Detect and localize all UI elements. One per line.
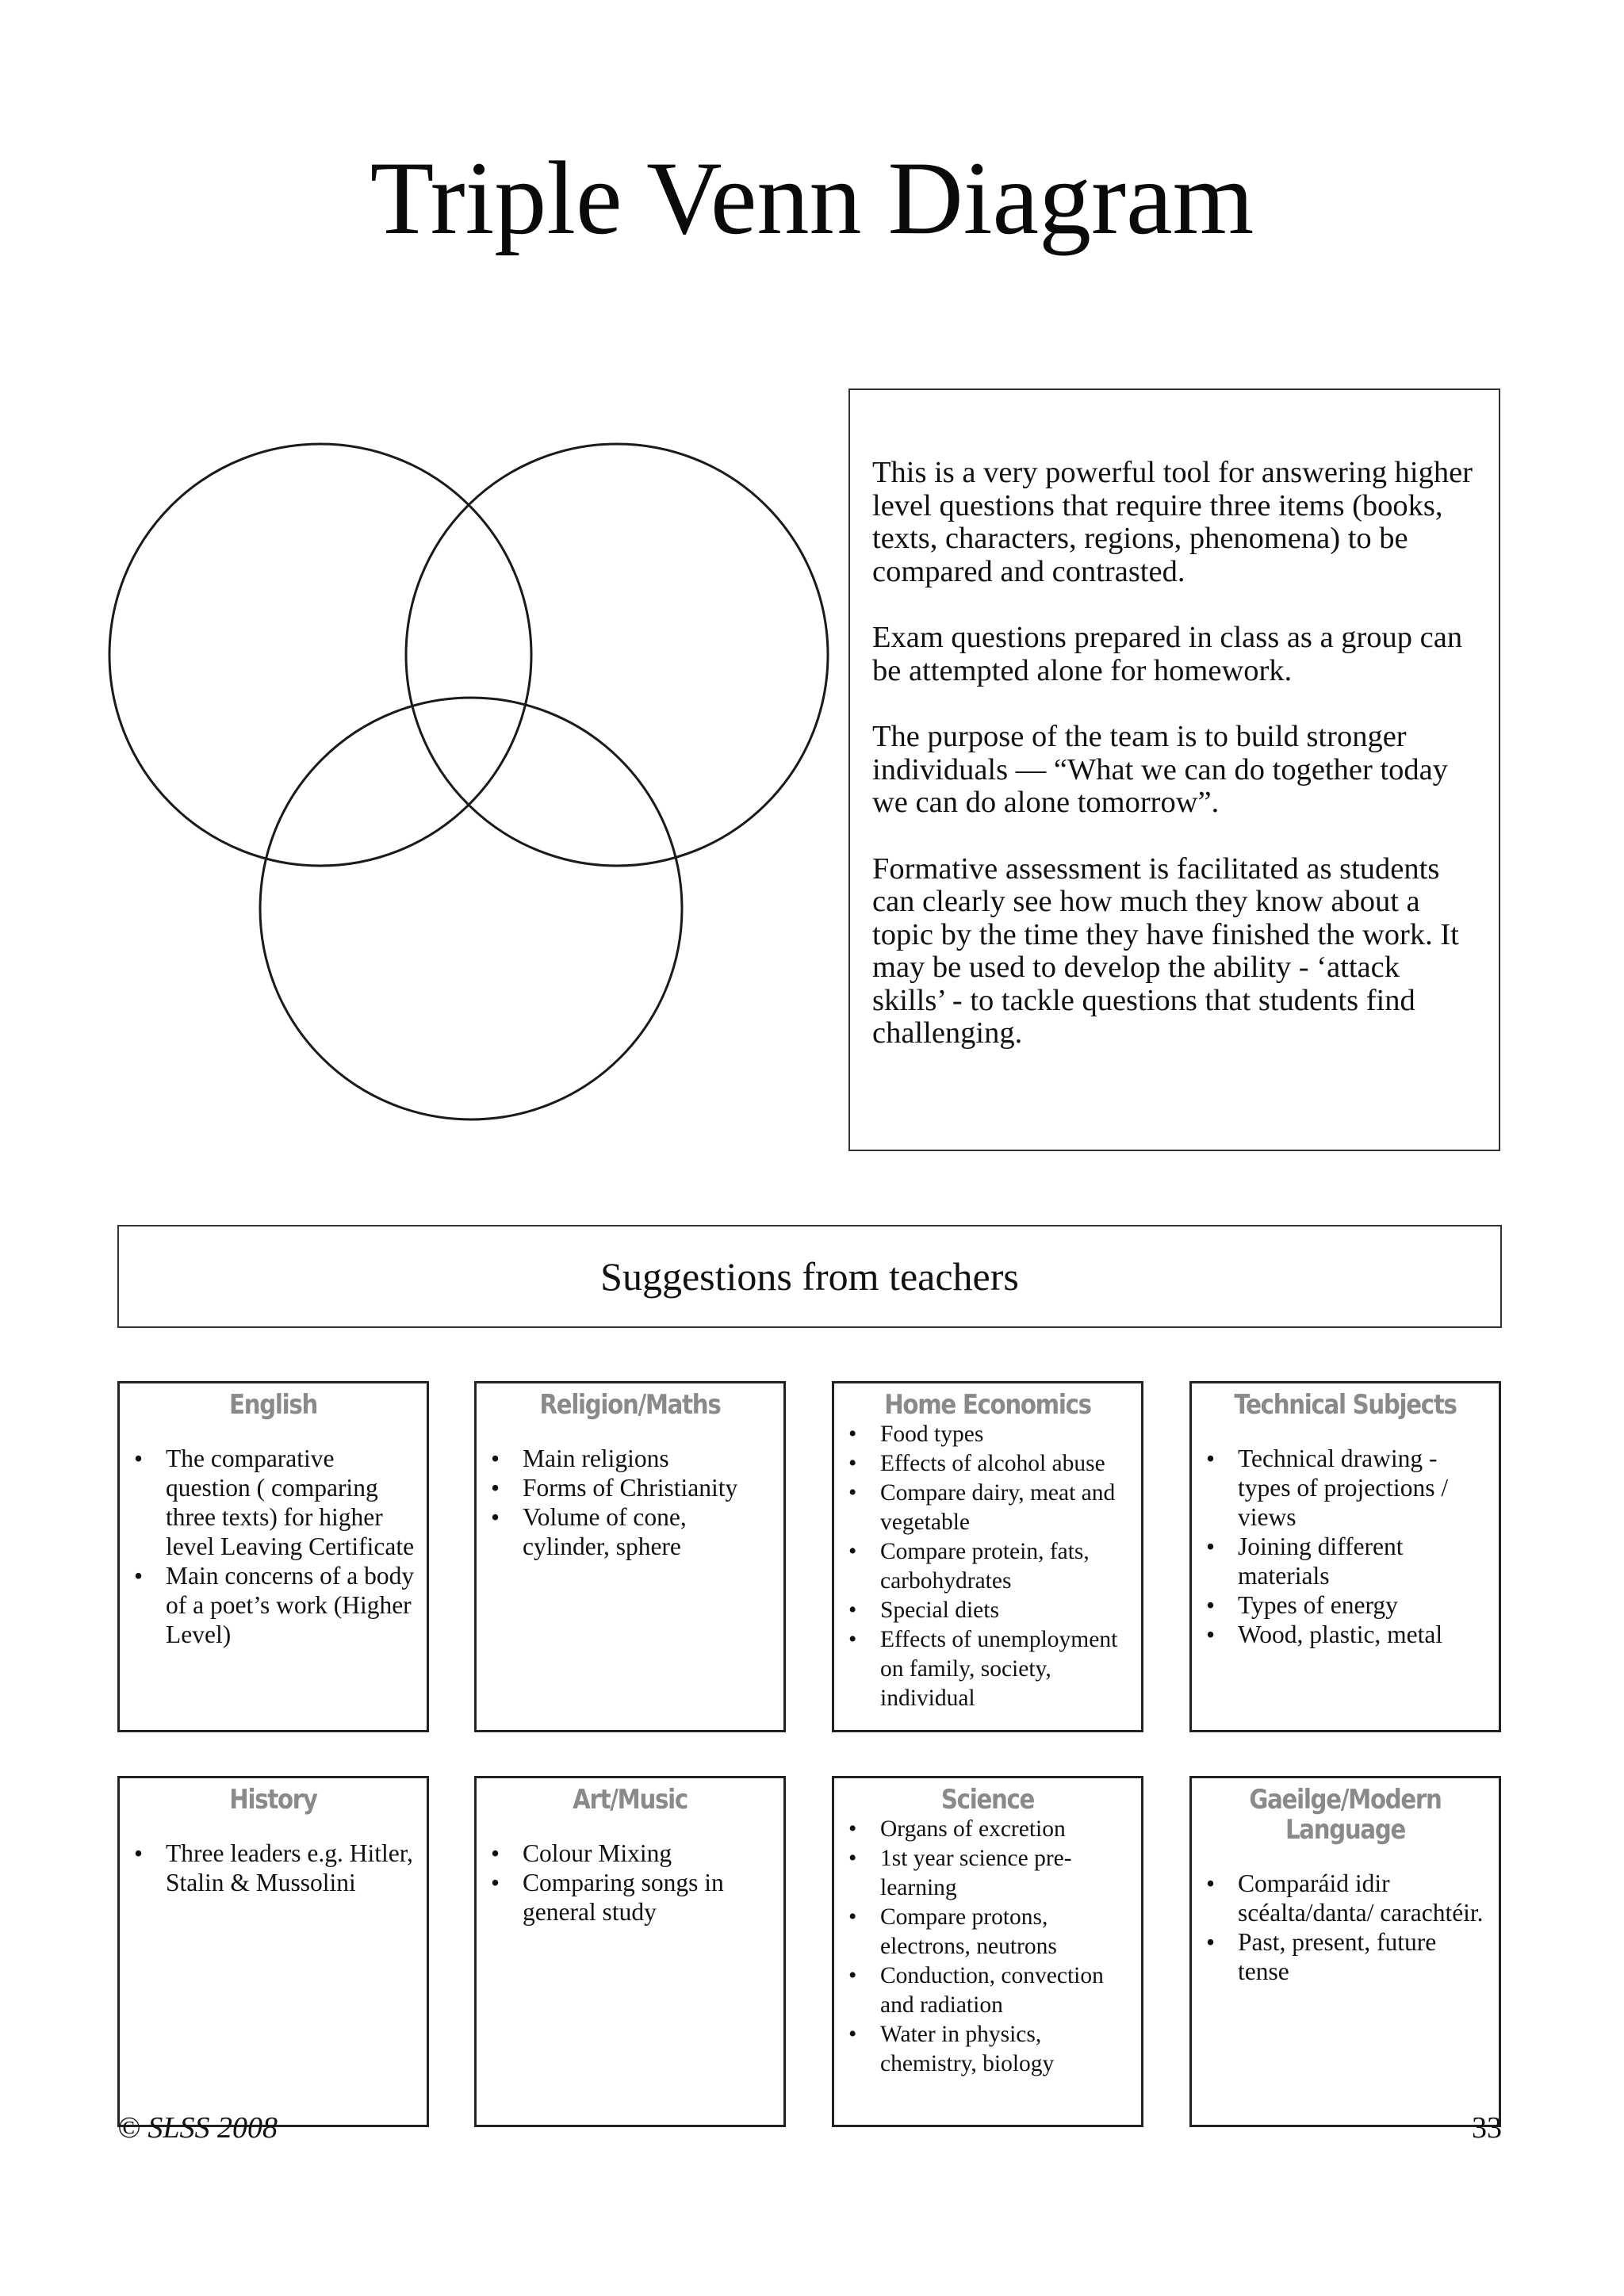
- card-list: [131, 1444, 416, 1649]
- list-item: • Water in physics, chemistry, biology: [845, 2020, 1130, 2079]
- card-title: Technical Subjects: [1234, 1389, 1457, 1421]
- card-list: [131, 1839, 416, 1897]
- list-item: • Forms of Christianity: [488, 1473, 772, 1502]
- page-number: 33: [1472, 2111, 1502, 2145]
- venn-circle-top-right: [406, 444, 828, 866]
- card-english: [117, 1381, 429, 1732]
- list-item: • 1st year science pre-learning: [845, 1844, 1130, 1903]
- list-item: • Compare protons, electrons, neutrons: [845, 1903, 1130, 1961]
- card-title: Science: [940, 1784, 1035, 1816]
- card-history: [117, 1776, 429, 2127]
- list-item: • Past, present, future tense: [1203, 1927, 1488, 1986]
- card-title: Gaeilge/Modern Language: [1249, 1784, 1442, 1846]
- info-paragraph: Formative assessment is facilitated as students can clearly see how much they know about a topic by the time they have finished the work. It may be used to develop the ability - ‘attack skills’ - to tackle questions that students find challenging.: [872, 851, 1459, 1050]
- list-item: • The comparative question ( comparing three texts) for higher level Leaving Certificate: [131, 1444, 416, 1561]
- info-box: [848, 388, 1500, 1151]
- list-item: • Effects of unemployment on family, society, individual: [845, 1625, 1130, 1713]
- card-gaeilge-modern-language: [1189, 1776, 1501, 2127]
- info-paragraph: The purpose of the team is to build stronger individuals — “What we can do together today we can do alone tomorrow”.: [872, 720, 1448, 819]
- list-item: • Volume of cone, cylinder, sphere: [488, 1502, 772, 1561]
- list-item: • Conduction, convection and radiation: [845, 1961, 1130, 2020]
- list-item: • Compare dairy, meat and vegetable: [845, 1479, 1130, 1537]
- card-list: [488, 1839, 772, 1927]
- list-item: • Comparing songs in general study: [488, 1868, 772, 1927]
- info-paragraph: Exam questions prepared in class as a group can be attempted alone for homework.: [872, 621, 1463, 687]
- list-item: • Technical drawing - types of projections / views: [1203, 1444, 1488, 1532]
- card-list: [488, 1444, 772, 1561]
- card-list: [845, 1420, 1130, 1713]
- card-list: [1203, 1869, 1488, 1986]
- list-item: • Organs of excretion: [845, 1815, 1130, 1844]
- venn-circle-top-left: [109, 444, 531, 866]
- card-list: [1203, 1444, 1488, 1649]
- list-item: • Main religions: [488, 1444, 772, 1473]
- list-item: • Effects of alcohol abuse: [845, 1449, 1130, 1479]
- list-item: • Colour Mixing: [488, 1839, 772, 1868]
- venn-circle-bottom: [260, 698, 682, 1119]
- list-item: • Types of energy: [1203, 1590, 1488, 1620]
- list-item: • Comparáid idir scéalta/danta/ carachtéir.: [1203, 1869, 1488, 1927]
- card-science: [832, 1776, 1143, 2127]
- list-item: • Wood, plastic, metal: [1203, 1620, 1488, 1649]
- suggestions-heading: Suggestions from teachers: [117, 1225, 1502, 1328]
- card-title: Art/Music: [573, 1784, 688, 1816]
- copyright-notice: © SLSS 2008: [117, 2111, 278, 2145]
- card-technical-subjects: [1189, 1381, 1501, 1732]
- list-item: • Joining different materials: [1203, 1532, 1488, 1590]
- list-item: • Special diets: [845, 1596, 1130, 1625]
- card-art-music: [474, 1776, 786, 2127]
- info-paragraph: This is a very powerful tool for answering higher level questions that require three items (books, texts, characters, regions, phenomena) to be compared and contrasted.: [872, 456, 1473, 588]
- page-title: Triple Venn Diagram: [370, 140, 1254, 256]
- list-item: • Main concerns of a body of a poet’s work (Higher Level): [131, 1561, 416, 1649]
- card-title: English: [229, 1389, 317, 1421]
- card-title: History: [229, 1784, 317, 1816]
- card-list: [845, 1815, 1130, 2079]
- triple-venn-diagram: [95, 428, 841, 1269]
- card-religion-maths: [474, 1381, 786, 1732]
- card-home-economics: [832, 1381, 1143, 1732]
- card-title: Religion/Maths: [539, 1389, 721, 1421]
- list-item: • Three leaders e.g. Hitler, Stalin & Mussolini: [131, 1839, 416, 1897]
- card-title: Home Economics: [884, 1389, 1091, 1421]
- list-item: • Compare protein, fats, carbohydrates: [845, 1537, 1130, 1596]
- list-item: • Food types: [845, 1420, 1130, 1449]
